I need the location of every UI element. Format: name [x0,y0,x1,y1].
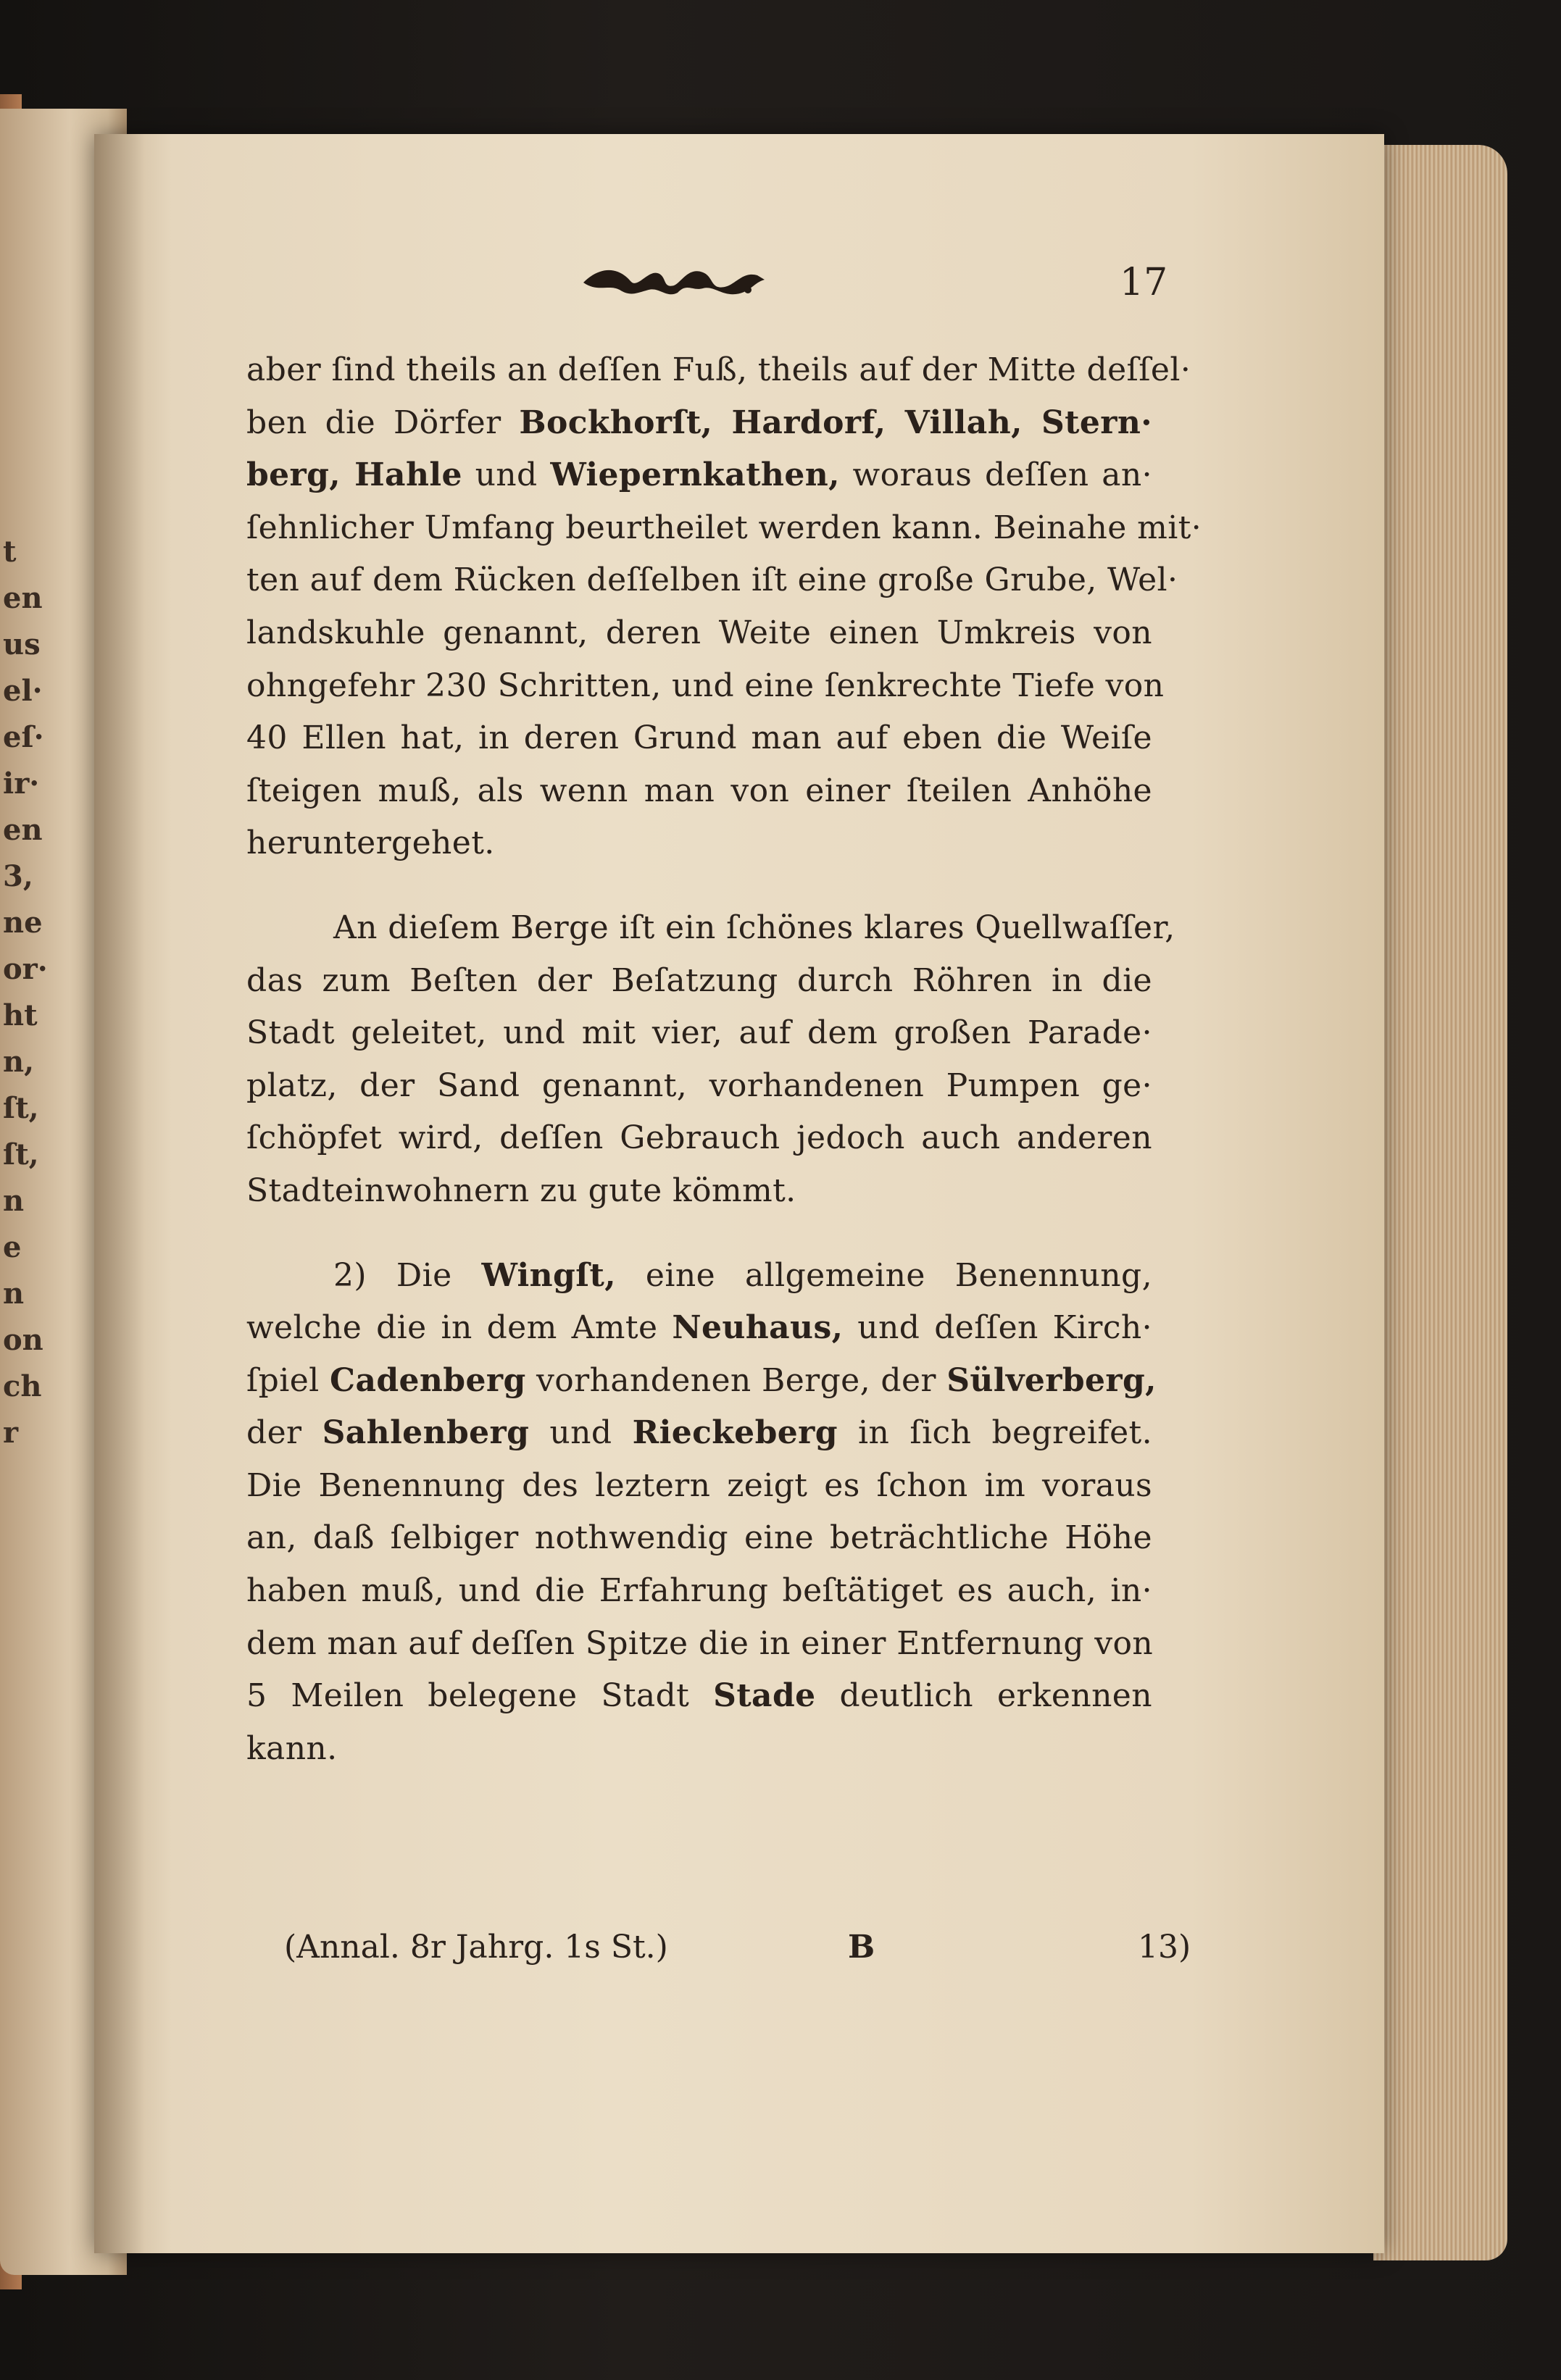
text-line: platz, der Sand genannt, vorhandenen Pumpen ge· [246,1066,1152,1104]
facing-page-fragment: or· [3,952,48,986]
place-name: Sahlenberg [322,1414,530,1452]
text-line: 40 Ellen hat, in deren Grund man auf eben die Weiſe [246,719,1152,757]
footer-source: (Annal. 8r Jahrg. 1s St.) [284,1929,668,1966]
facing-page-fragment: eſ· [3,720,44,754]
paragraph-gap [246,870,1152,902]
text-line: Stadteinwohnern zu gute kömmt. [246,1172,796,1209]
text-line: kann. [246,1729,338,1767]
paragraph-gap [246,1218,1152,1250]
text-line: an, daß ſelbiger nothwendig eine beträchtliche Höhe [246,1519,1152,1557]
facing-page-fragment: n [3,1184,25,1218]
facing-page-fragment: on [3,1323,43,1357]
place-name: berg, Hahle [246,456,462,494]
text-line: heruntergehet. [246,824,495,862]
place-name: Bockhorſt, Hardorf, Villah, Stern· [519,404,1152,441]
facing-page-fragment: n [3,1277,25,1311]
facing-page-fragment: n, [3,1045,35,1079]
place-name: Rieckeberg [632,1414,838,1452]
place-name: Stade [713,1677,816,1715]
text-line: Stadt geleitet, und mit vier, auf dem großen Parade· [246,1014,1152,1052]
text-line: der Sahlenberg und Rieckeberg in ſich begreifet. [246,1414,1152,1452]
sheet-number: 13) [1138,1929,1191,1966]
text-line: das zum Beſten der Beſatzung durch Röhren in die [246,961,1152,999]
facing-page-fragment: en [3,813,43,847]
text-line: landskuhle genannt, deren Weite einen Umkreis von [246,614,1152,651]
signature-mark: B [848,1929,875,1966]
text-line: aber ſind theils an deſſen Fuß, theils auf der Mitte deſſel· [246,351,1191,388]
facing-page-fragment: t [3,535,17,569]
text-line: dem man auf deſſen Spitze die in einer Entfernung von [246,1624,1154,1662]
text-line: ſpiel Cadenberg vorhandenen Berge, der Sülverberg, [246,1361,1157,1399]
facing-page-fragment: r [3,1416,19,1450]
facing-page-fragments [3,529,90,1456]
facing-page-fragment: e [3,1230,22,1264]
gutter-shadow [94,134,145,2253]
place-name: Wiepernkathen, [550,456,840,494]
facing-page-fragment: 3, [3,859,33,893]
facing-page-fragment: ſt, [3,1137,39,1172]
place-name: Neuhaus, [672,1309,844,1347]
text-line: ſchöpfet wird, deſſen Gebrauch jedoch auch anderen [246,1119,1152,1157]
place-name: Cadenberg [330,1361,526,1399]
text-line: Die Benennung des leztern zeigt es ſchon im voraus [246,1466,1152,1504]
facing-page-fragment: ſt, [3,1091,39,1125]
text-line: welche die in dem Amte Neuhaus, und deſſen Kirch· [246,1309,1152,1347]
place-name: Sülverberg, [946,1361,1157,1399]
facing-page-fragment: ch [3,1369,42,1403]
text-line: 5 Meilen belegene Stadt Stade deutlich erkennen [246,1677,1152,1715]
text-line: ſteigen muß, als wenn man von einer ſteilen Anhöhe [246,772,1152,809]
text-line: ten auf dem Rücken deſſelben iſt eine große Grube, Wel· [246,561,1178,599]
text-line: An dieſem Berge iſt ein ſchönes klares Quellwaſſer, [333,909,1175,946]
page-fore-edge [1373,145,1507,2260]
text-line: haben muß, und die Erfahrung beſtätiget es auch, in· [246,1572,1152,1610]
paragraph-3 [246,1250,1157,1776]
facing-page-fragment: ne [3,906,43,940]
facing-page-fragment: en [3,581,43,615]
ornament-icon [580,261,768,298]
paragraph-1 [246,344,1202,870]
body-text [246,344,1202,1775]
facing-page-fragment: ir· [3,767,40,801]
page-number: 17 [1120,261,1168,304]
paragraph-2 [246,902,1175,1218]
place-name: Wingſt, [481,1256,616,1294]
facing-page-fragment: us [3,627,41,661]
text-line: ben die Dörfer Bockhorſt, Hardorf, Villah, Stern· [246,404,1152,441]
facing-page-fragment: el· [3,674,43,708]
text-line: 2) Die Wingſt, eine allgemeine Benennung, [333,1256,1152,1294]
text-line: ohngefehr 230 Schritten, und eine ſenkrechte Tiefe von [246,667,1165,704]
text-line: berg, Hahle und Wiepernkathen, woraus deſſen an· [246,456,1152,494]
text-line: ſehnlicher Umfang beurtheilet werden kann. Beinahe mit· [246,509,1202,546]
facing-page-fragment: ht [3,998,38,1032]
